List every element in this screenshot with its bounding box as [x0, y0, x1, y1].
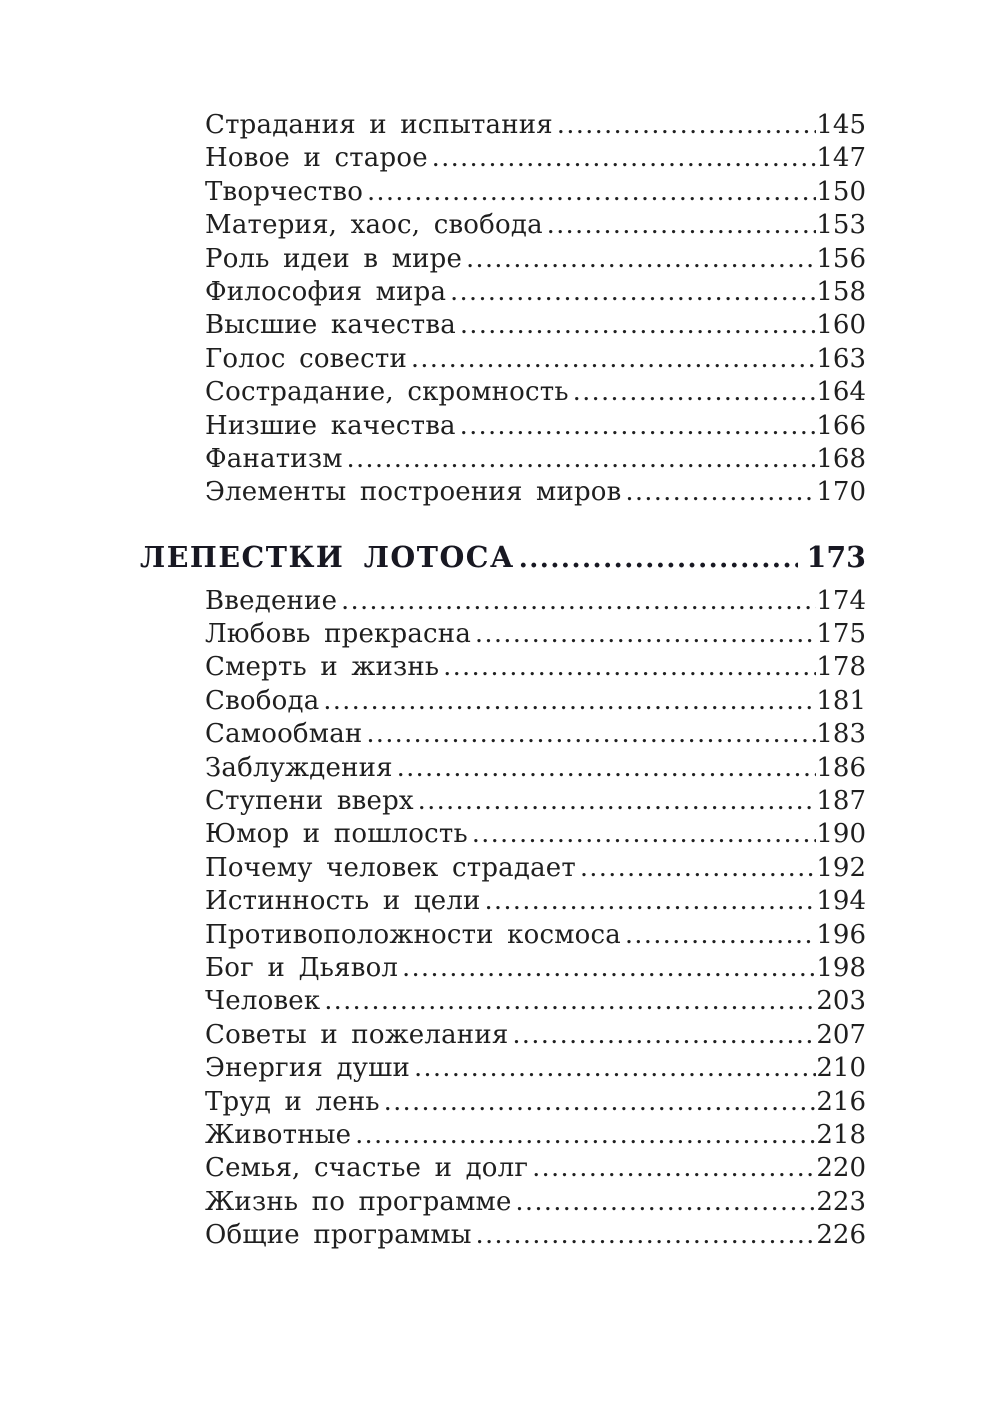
toc-entry-row	[140, 1053, 866, 1086]
toc-entry-row	[140, 143, 866, 176]
toc-entry-page-number: 190	[816, 819, 866, 850]
toc-entry-row	[140, 1220, 866, 1253]
toc-entry-title: Юмор и пошлость	[205, 819, 468, 850]
toc-entry-title: Бог и Дьявол	[205, 952, 399, 983]
toc-entry-page-number: 186	[816, 752, 866, 783]
toc-entry-title: Ступени вверх	[205, 786, 414, 817]
toc-entry-page-number: 153	[816, 210, 866, 241]
toc-entry-page-number: 196	[816, 919, 866, 950]
toc-entry-page-number: 181	[816, 685, 866, 716]
toc-entry-row	[140, 920, 866, 953]
toc-entry-row	[140, 377, 866, 410]
toc-entry-page-number: 216	[816, 1086, 866, 1117]
dot-leader	[519, 540, 798, 574]
toc-entry-page-number: 187	[816, 786, 866, 817]
toc-entry-title: Роль идеи в мире	[205, 243, 463, 274]
dot-leader	[476, 1220, 817, 1250]
toc-entry-row	[140, 1020, 866, 1053]
toc-entry-row	[140, 719, 866, 752]
dot-leader	[475, 619, 816, 649]
dot-leader	[414, 1053, 816, 1083]
dot-leader	[485, 886, 817, 916]
dot-leader	[411, 344, 816, 374]
toc-entry-title: Труд и лень	[205, 1086, 380, 1117]
toc-entry-row	[140, 310, 866, 343]
toc-entry-page-number: 164	[816, 377, 866, 408]
toc-entry-page-number: 166	[816, 410, 866, 441]
toc-entry-row	[140, 244, 866, 277]
toc-entry-title: Человек	[205, 986, 321, 1017]
dot-leader	[625, 920, 816, 950]
toc-entry-row	[140, 344, 866, 377]
toc-entry-title: Высшие качества	[205, 310, 456, 341]
toc-entry-title: Самообман	[205, 719, 363, 750]
toc-entry-title: Новое и старое	[205, 143, 428, 174]
toc-entry-row	[140, 177, 866, 210]
dot-leader	[466, 244, 816, 274]
toc-entry-row	[140, 1087, 866, 1120]
toc	[140, 110, 866, 1254]
dot-leader	[460, 310, 816, 340]
toc-entry-title: Фанатизм	[205, 443, 343, 474]
toc-entry-title: Творчество	[205, 176, 364, 207]
toc-entry-title: Смерть и жизнь	[205, 652, 440, 683]
dot-leader	[432, 143, 817, 173]
toc-entry-title: Голос совести	[205, 343, 407, 374]
toc-entry-row	[140, 586, 866, 619]
toc-entry-row	[140, 411, 866, 444]
toc-entry-title: Заблуждения	[205, 752, 393, 783]
toc-entry-title: Советы и пожелания	[205, 1019, 509, 1050]
toc-entry-title: Почему человек страдает	[205, 852, 576, 883]
toc-entry-page-number: 147	[816, 143, 866, 174]
toc-entry-row	[140, 277, 866, 310]
toc-entry-page-number: 218	[816, 1119, 866, 1150]
toc-entry-page-number: 183	[816, 719, 866, 750]
toc-entry-row	[140, 210, 866, 243]
dot-leader	[418, 786, 817, 816]
dot-leader	[450, 277, 816, 307]
toc-entry-title: Истинность и цели	[205, 886, 481, 917]
toc-entry-row	[140, 652, 866, 685]
dot-leader	[580, 853, 816, 883]
dot-leader	[323, 686, 816, 716]
toc-entry-title: Энергия души	[205, 1053, 411, 1084]
dot-leader	[472, 819, 817, 849]
dot-leader	[367, 177, 816, 207]
toc-entry-row	[140, 1153, 866, 1186]
toc-entry-row	[140, 986, 866, 1019]
dot-leader	[532, 1153, 816, 1183]
toc-entry-page-number: 226	[816, 1220, 866, 1251]
toc-entry-title: Свобода	[205, 685, 320, 716]
dot-leader	[626, 477, 817, 507]
toc-entry-row	[140, 477, 866, 510]
dot-leader	[324, 986, 816, 1016]
toc-entry-page-number: 158	[816, 276, 866, 307]
toc-entry-title: Противоположности космоса	[205, 919, 621, 950]
toc-entry-title: Низшие качества	[205, 410, 456, 441]
toc-entry-row	[140, 753, 866, 786]
toc-entry-page-number: 220	[816, 1153, 866, 1184]
toc-entry-title: Материя, хаос, свобода	[205, 210, 543, 241]
toc-entry-row	[140, 110, 866, 143]
toc-entry-title: Страдания и испытания	[205, 110, 553, 140]
toc-entry-row	[140, 953, 866, 986]
toc-entry-page-number: 194	[816, 886, 866, 917]
toc-entry-title: Любовь прекрасна	[205, 619, 472, 650]
toc-entry-page-number: 198	[816, 952, 866, 983]
dot-leader	[397, 753, 817, 783]
toc-entry-page-number: 178	[816, 652, 866, 683]
toc-entry-row	[140, 686, 866, 719]
toc-entry-page-number: 156	[816, 243, 866, 274]
toc-entry-page-number: 150	[816, 176, 866, 207]
toc-entry-page-number: 203	[816, 986, 866, 1017]
dot-leader	[384, 1087, 817, 1117]
toc-entry-page-number: 145	[816, 110, 866, 140]
toc-entry-page-number: 170	[816, 477, 866, 508]
toc-entry-title: Сострадание, скромность	[205, 377, 569, 408]
toc-page	[140, 110, 866, 1254]
toc-entry-row	[140, 853, 866, 886]
toc-entry-page-number: 174	[816, 585, 866, 616]
toc-entry-title: Элементы построения миров	[205, 477, 622, 508]
toc-entry-row	[140, 1120, 866, 1153]
toc-entry-row	[140, 1187, 866, 1220]
dot-leader	[366, 719, 816, 749]
toc-entry-row	[140, 444, 866, 477]
dot-leader	[443, 652, 816, 682]
toc-entry-page-number: 163	[816, 343, 866, 374]
toc-entry-row	[140, 819, 866, 852]
toc-section-heading-title: ЛЕПЕСТКИ ЛОТОСА	[140, 539, 515, 574]
dot-leader	[347, 444, 817, 474]
dot-leader	[355, 1120, 816, 1150]
toc-entry-page-number: 175	[816, 619, 866, 650]
dot-leader	[557, 110, 816, 140]
toc-entry-title: Общие программы	[205, 1220, 472, 1251]
dot-leader	[460, 411, 817, 441]
dot-leader	[341, 586, 816, 616]
dot-leader	[547, 210, 817, 240]
toc-entry-page-number: 168	[816, 443, 866, 474]
toc-entry-page-number: 223	[816, 1186, 866, 1217]
toc-entry-page-number: 160	[816, 310, 866, 341]
dot-leader	[402, 953, 816, 983]
toc-entry-title: Семья, счастье и долг	[205, 1153, 529, 1184]
dot-leader	[516, 1187, 817, 1217]
toc-entry-row	[140, 886, 866, 919]
toc-entry-row	[140, 619, 866, 652]
toc-entry-title: Философия мира	[205, 276, 447, 307]
toc-entry-page-number: 210	[816, 1053, 866, 1084]
toc-entry-title: Жизнь по программе	[205, 1186, 512, 1217]
toc-section-heading-page-number: 173	[806, 539, 866, 574]
toc-entry-page-number: 192	[816, 852, 866, 883]
toc-section-heading-row	[140, 540, 866, 580]
dot-leader	[512, 1020, 816, 1050]
toc-entry-row	[140, 786, 866, 819]
toc-entry-title: Животные	[205, 1119, 352, 1150]
dot-leader	[573, 377, 817, 407]
toc-entry-title: Введение	[205, 585, 338, 616]
toc-entry-page-number: 207	[816, 1019, 866, 1050]
